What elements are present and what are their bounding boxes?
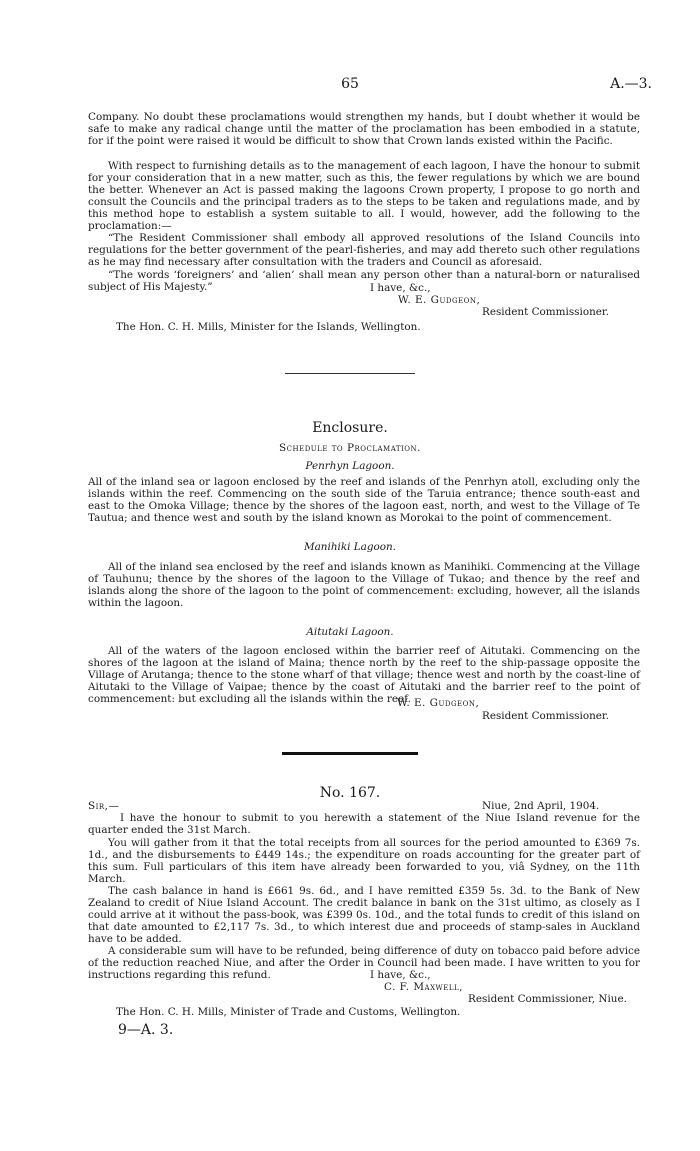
page-number: 65 — [341, 76, 359, 92]
signature-title-letter1: Resident Commissioner. — [482, 306, 610, 318]
paragraph-respect: With respect to furnishing details as to the management of each lagoon, I have the honour to submit for your consideration that in a new matter, such as this, the fewer regulations by which we are bound the better. Whenever an Act is passed making the lagoons Crown property, I propose to go north and consult the Councils and the principal traders as to the steps to be taken and regulations made, and by this method hope to establish a system suitable to all. I would, however, add the following to the proclamation:— — [88, 160, 640, 232]
section-divider — [285, 373, 415, 374]
signature-title-letter2: Resident Commissioner, Niue. — [468, 993, 627, 1005]
manihiki-heading: Manihiki Lagoon. — [303, 541, 397, 553]
paragraph-revenue: I have the honour to submit to you herewith a statement of the Niue Island revenue for the quarter ended the 31st March. — [88, 812, 640, 836]
enclosure-title: Enclosure. — [312, 420, 388, 436]
closing-letter1: I have, &c., — [370, 282, 431, 294]
penrhyn-heading: Penrhyn Lagoon. — [305, 460, 395, 472]
paragraph-balance: The cash balance in hand is £661 9s. 6d., and I have remitted £359 5s. 3d. to the Bank of New Zealand to credit of Niue Island Account. The credit balance in bank on the 31st ultimo, as closely as I could arrive at it without the pass-book, was £399 0s. 10d., and the total funds to credit of this island on that date amounted to £2,117 7s. 3d., to which interest due and proceeds of stamp-sales in Auckland have to be added. — [88, 885, 640, 945]
paragraph-company: Company. No doubt these proclamations would strengthen my hands, but I doubt whether it would be safe to make any radical change until the matter of the proclamation has been embodied in a statute, for if the point were raised it would be difficult to show that Crown lands existed within the Pacific. — [88, 111, 640, 147]
signature-title-enclosure: Resident Commissioner. — [482, 710, 610, 722]
document-reference: A.—3. — [610, 76, 652, 92]
paragraph-receipts: You will gather from it that the total receipts from all sources for the period amounted to £369 7s. 1d., and the disbursements to £449 14s.; the expenditure on roads accounting for the greater part of this sum. Full particulars of this item have already been forwarded to you, viâ Sydney, on the 11th March. — [88, 837, 640, 885]
manihiki-text: All of the inland sea enclosed by the reef and islands known as Manihiki. Commencing at the Village of Tauhunu; thence by the shores of the lagoon to the Village of Tukao; and thence by the reef and islands along the shore of the lagoon to the point of commencement: excluding, however, all the islands within the lagoon. — [88, 561, 640, 609]
paragraph-refund: A considerable sum will have to be refunded, being difference of duty on tobacco paid before advice of the reduction reached Niue, and after the Order in Council had been made. I have written to you for instructions regarding this refund. — [88, 945, 640, 981]
penrhyn-text: All of the inland sea or lagoon enclosed by the reef and islands of the Penrhyn atoll, excluding only the islands within the reef. Commencing on the south side of the Taruia entrance; thence south-east and east to the Omoka Village; thence by the shores of the lagoon east, north, and west to the Village of Te Tautua; and thence west and south by the island known as Morokai to the point of commencement. — [88, 476, 640, 524]
sheet-mark: 9—A. 3. — [118, 1022, 174, 1038]
paragraph-quote-regulations: “The Resident Commissioner shall embody all approved resolutions of the Island Councils into regulations for the better government of the pearl-fisheries, and may add thereto such other regulations as he may find necessary after consultation with the traders and Council as aforesaid. — [88, 232, 640, 268]
letter-divider — [282, 752, 418, 755]
addressee-letter1: The Hon. C. H. Mills, Minister for the Islands, Wellington. — [116, 321, 421, 333]
signature-maxwell: C. F. Maxwell, — [384, 981, 463, 993]
salutation: Sir,— — [88, 800, 120, 812]
aitutaki-text: All of the waters of the lagoon enclosed within the barrier reef of Aitutaki. Commencing on the shores of the lagoon at the island of Maina; thence north by the reef to the ship-passage opposite the Village of Arutanga; thence to the stone wharf of that village; thence west and north by the coast-line of Aitutaki to the Village of Vaipae; thence by the coast of Aitutaki and the barrier reef to the point of commencement: but excluding all the islands within the reef. — [88, 645, 640, 705]
aitutaki-heading: Aitutaki Lagoon. — [306, 626, 394, 638]
addressee-letter2: The Hon. C. H. Mills, Minister of Trade and Customs, Wellington. — [116, 1006, 461, 1018]
signature-gudgeon: W. E. Gudgeon, — [398, 294, 481, 306]
letter-number: No. 167. — [319, 785, 381, 801]
place-date: Niue, 2nd April, 1904. — [482, 800, 600, 812]
schedule-heading: Schedule to Proclamation. — [279, 442, 421, 454]
closing-letter2: I have, &c., — [370, 969, 431, 981]
signature-gudgeon-enclosure: W. E. Gudgeon, — [397, 697, 480, 709]
paragraph-quote-words: “The words ‘foreigners’ and ‘alien’ shall mean any person other than a natural-born or naturalised subject of His Majesty.” — [88, 269, 640, 293]
